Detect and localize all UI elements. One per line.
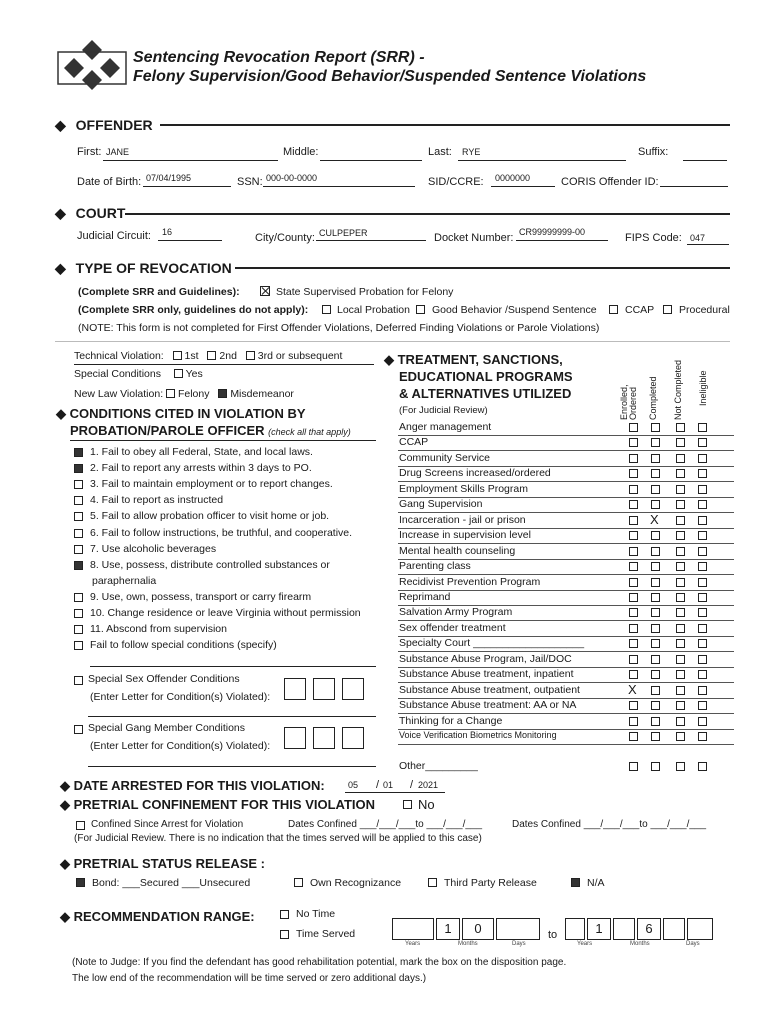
condition-checkbox[interactable]	[74, 529, 83, 538]
treatment-checkbox[interactable]	[698, 423, 707, 432]
complete-srr-label: (Complete SRR and Guidelines):	[78, 286, 240, 298]
fips-field[interactable]: 047	[690, 233, 706, 243]
na-label: N/A	[587, 877, 605, 889]
treatment-checkbox[interactable]	[629, 762, 638, 771]
treatment-checkbox[interactable]	[629, 608, 638, 617]
condition-label: 4. Fail to report as instructed	[90, 494, 224, 507]
technical-violation-row: Technical Violation: 1st 2nd 3rd or subsequent	[74, 350, 343, 362]
treatment-checkbox[interactable]	[629, 485, 638, 494]
recommendation-heading: ◆ RECOMMENDATION RANGE:	[60, 909, 255, 924]
treatment-checkbox[interactable]	[651, 485, 660, 494]
treatment-row-label: Reprimand	[399, 590, 451, 603]
treatment-row-label: Employment Skills Program	[399, 482, 528, 495]
treatment-row-label: Thinking for a Change	[399, 714, 503, 727]
treatment-heading-3: & ALTERNATIVES UTILIZED	[399, 386, 572, 401]
condition-label: 10. Change residence or leave Virginia without permission	[90, 607, 361, 619]
suffix-label: Suffix:	[638, 146, 669, 158]
treatment-checkbox[interactable]	[629, 531, 638, 540]
treatment-checkbox[interactable]	[651, 547, 660, 556]
treatment-checkbox[interactable]	[698, 438, 707, 447]
treatment-checkbox[interactable]	[698, 762, 707, 771]
treatment-row-label: Gang Supervision	[399, 498, 483, 511]
second-violation-checkbox[interactable]	[207, 351, 216, 360]
docket-field[interactable]: CR99999999-00	[519, 227, 586, 237]
treatment-checkbox[interactable]	[676, 469, 685, 478]
treatment-checkbox[interactable]	[676, 500, 685, 509]
docket-label: Docket Number:	[434, 232, 514, 244]
treatment-row-label: Salvation Army Program	[399, 606, 513, 619]
time-served-checkbox[interactable]	[280, 930, 289, 939]
ssn-field[interactable]: 000-00-0000	[266, 173, 318, 183]
treatment-checkbox[interactable]	[698, 670, 707, 679]
treatment-checkbox[interactable]	[651, 670, 660, 679]
treatment-checkbox[interactable]	[676, 701, 685, 710]
revocation-note: (NOTE: This form is not completed for First Offender Violations, Deferred Finding Violations or Parole Violations)	[78, 322, 600, 334]
treatment-checkbox[interactable]	[698, 516, 707, 525]
sex-offender-checkbox[interactable]	[74, 676, 83, 685]
treatment-checkbox[interactable]	[676, 454, 685, 463]
conditions-heading-2: PROBATION/PAROLE OFFICER (check all that apply)	[70, 423, 351, 438]
treatment-checkbox[interactable]	[629, 639, 638, 648]
treatment-checkbox[interactable]	[698, 608, 707, 617]
treatment-checkbox[interactable]	[698, 500, 707, 509]
own-recognizance-checkbox[interactable]	[294, 878, 303, 887]
condition-label: 6. Fail to follow instructions, be truthful, and cooperative.	[90, 526, 353, 539]
treatment-row-label: Community Service	[399, 451, 491, 464]
no-time-checkbox[interactable]	[280, 910, 289, 919]
treatment-checkbox[interactable]	[651, 717, 660, 726]
treatment-checkbox[interactable]	[629, 655, 638, 664]
treatment-row-label: Drug Screens increased/ordered	[399, 467, 551, 480]
new-law-row: New Law Violation: Felony Misdemeanor	[74, 388, 294, 400]
judicial-review-label: (For Judicial Review)	[399, 405, 488, 416]
treatment-checkbox[interactable]	[651, 500, 660, 509]
treatment-checkbox[interactable]	[676, 655, 685, 664]
gang-letter-box-1[interactable]	[284, 727, 306, 749]
city-field[interactable]: CULPEPER	[319, 228, 368, 238]
treatment-checkbox[interactable]	[629, 423, 638, 432]
condition-checkbox[interactable]	[74, 561, 83, 570]
treatment-checkbox[interactable]	[698, 655, 707, 664]
treatment-checkbox[interactable]	[651, 578, 660, 587]
gang-enter: (Enter Letter for Condition(s) Violated):	[90, 740, 271, 752]
good-behavior-checkbox[interactable]	[416, 305, 425, 314]
low-days-caption: Days	[512, 941, 526, 947]
condition-label: paraphernalia	[92, 574, 157, 587]
treatment-checkbox[interactable]	[651, 531, 660, 540]
bond-label: Bond: ___Secured ___Unsecured	[92, 877, 251, 889]
treatment-mark[interactable]: X	[628, 681, 637, 697]
middle-name-label: Middle:	[283, 146, 319, 158]
treatment-checkbox[interactable]	[698, 578, 707, 587]
condition-label: 5. Fail to allow probation officer to visit home or job.	[90, 510, 330, 523]
dob-field[interactable]: 07/04/1995	[146, 173, 192, 183]
high-days-1[interactable]: 6	[637, 918, 661, 940]
condition-checkbox[interactable]	[74, 448, 83, 457]
treatment-checkbox[interactable]	[651, 562, 660, 571]
condition-checkbox[interactable]	[74, 464, 83, 473]
high-years-caption: Years	[577, 941, 593, 947]
treatment-checkbox[interactable]	[651, 469, 660, 478]
third-party-checkbox[interactable]	[428, 878, 437, 887]
treatment-checkbox[interactable]	[651, 454, 660, 463]
sex-letter-box-2[interactable]	[313, 678, 335, 700]
felony-checkbox[interactable]	[166, 389, 175, 398]
low-years-box[interactable]	[392, 918, 434, 940]
gang-letter-box-3[interactable]	[342, 727, 364, 749]
condition-label: 7. Use alcoholic beverages	[90, 542, 217, 555]
misdemeanor-checkbox[interactable]	[218, 389, 227, 398]
high-days-2[interactable]	[663, 918, 685, 940]
treatment-row-label: Substance Abuse treatment, outpatient	[399, 683, 580, 696]
own-recognizance-label: Own Recognizance	[310, 877, 402, 889]
diamond-logo	[52, 38, 132, 92]
treatment-checkbox[interactable]	[698, 593, 707, 602]
treatment-checkbox[interactable]	[698, 639, 707, 648]
treatment-checkbox[interactable]	[651, 762, 660, 771]
treatment-checkbox[interactable]	[676, 547, 685, 556]
sid-label: SID/CCRE:	[428, 176, 484, 188]
treatment-checkbox[interactable]	[651, 624, 660, 633]
gang-checkbox[interactable]	[74, 725, 83, 734]
special-yes-checkbox[interactable]	[174, 369, 183, 378]
coris-label: CORIS Offender ID:	[561, 176, 659, 188]
judge-note-1: (Note to Judge: If you find the defendant has good rehabilitation potential, mark the box on the disposition page.	[72, 957, 567, 968]
treatment-row-label: Specialty Court ___________________	[399, 637, 585, 650]
special-conditions-row: Special Conditions Yes	[74, 368, 203, 380]
condition-label: 11. Abscond from supervision	[90, 623, 227, 636]
treatment-checkbox[interactable]	[629, 454, 638, 463]
treatment-checkbox[interactable]	[676, 423, 685, 432]
form-title-line2: Felony Supervision/Good Behavior/Suspended Sentence Violations	[133, 68, 647, 85]
treatment-checkbox[interactable]	[629, 670, 638, 679]
treatment-row-label: Incarceration - jail or prison	[399, 513, 526, 526]
treatment-checkbox[interactable]	[676, 593, 685, 602]
treatment-checkbox[interactable]	[676, 686, 685, 695]
procedural-label: Procedural	[679, 304, 730, 316]
state-probation-label: State Supervised Probation for Felony	[276, 286, 454, 298]
condition-label: 9. Use, own, possess, transport or carry firearm	[90, 590, 312, 603]
state-probation-checkbox[interactable]	[260, 286, 270, 296]
condition-checkbox[interactable]	[74, 496, 83, 505]
treatment-checkbox[interactable]	[676, 485, 685, 494]
treatment-checkbox[interactable]	[698, 531, 707, 540]
treatment-checkbox[interactable]	[629, 562, 638, 571]
condition-checkbox[interactable]	[74, 593, 83, 602]
high-months-caption: Months	[630, 941, 650, 947]
sex-offender-enter: (Enter Letter for Condition(s) Violated):	[90, 691, 271, 703]
city-label: City/County:	[255, 232, 315, 244]
low-months-2[interactable]: 0	[462, 918, 494, 940]
treatment-row-divider	[398, 744, 734, 745]
treatment-checkbox[interactable]	[698, 469, 707, 478]
col-completed: Completed	[648, 376, 658, 420]
condition-label: 8. Use, possess, distribute controlled substances or	[90, 558, 330, 571]
condition-checkbox[interactable]	[74, 641, 83, 650]
complete-srr-only-label: (Complete SRR only, guidelines do not apply):	[78, 304, 309, 316]
dates-confined-1[interactable]: Dates Confined ___/___/___to ___/___/___	[288, 819, 483, 830]
treatment-checkbox[interactable]	[629, 624, 638, 633]
treatment-checkbox[interactable]	[651, 423, 660, 432]
treatment-checkbox[interactable]	[629, 516, 638, 525]
first-name-label: First:	[77, 146, 102, 158]
treatment-heading-1: ◆ TREATMENT, SANCTIONS,	[384, 352, 563, 367]
condition-checkbox[interactable]	[74, 625, 83, 634]
treatment-checkbox[interactable]	[698, 701, 707, 710]
first-name-field[interactable]: JANE	[106, 147, 130, 157]
treatment-checkbox[interactable]	[676, 762, 685, 771]
condition-label: 2. Fail to report any arrests within 3 days to PO.	[90, 462, 312, 475]
gang-letter-box-2[interactable]	[313, 727, 335, 749]
treatment-checkbox[interactable]	[629, 469, 638, 478]
revocation-section-heading: ◆ TYPE OF REVOCATION	[55, 260, 232, 276]
sid-field[interactable]: 0000000	[495, 173, 531, 183]
treatment-row-label: Substance Abuse treatment: AA or NA	[399, 699, 577, 712]
treatment-checkbox[interactable]	[698, 454, 707, 463]
treatment-checkbox[interactable]	[676, 608, 685, 617]
dob-label: Date of Birth:	[77, 176, 142, 188]
treatment-checkbox[interactable]	[629, 500, 638, 509]
low-months-caption: Months	[458, 941, 478, 947]
last-name-field[interactable]: RYE	[462, 147, 481, 157]
treatment-checkbox[interactable]	[676, 717, 685, 726]
treatment-heading-2: EDUCATIONAL PROGRAMS	[399, 369, 573, 384]
high-years-box[interactable]	[565, 918, 585, 940]
third-party-label: Third Party Release	[444, 877, 537, 889]
low-years-caption: Years	[405, 941, 421, 947]
sex-offender-label: Special Sex Offender Conditions	[88, 673, 240, 685]
to-label: to	[548, 929, 558, 941]
low-months-1[interactable]: 1	[436, 918, 460, 940]
high-days-caption: Days	[686, 941, 700, 947]
ssn-label: SSN:	[237, 176, 263, 188]
treatment-checkbox[interactable]	[629, 717, 638, 726]
treatment-checkbox[interactable]	[651, 686, 660, 695]
judicial-review-note: (For Judicial Review. There is no indication that the times served will be applied to this case)	[74, 833, 482, 844]
treatment-checkbox[interactable]	[676, 531, 685, 540]
high-months-1[interactable]: 1	[587, 918, 611, 940]
arrest-year[interactable]: 2021	[418, 780, 439, 790]
condition-label: 1. Fail to obey all Federal, State, and local laws.	[90, 446, 313, 458]
no-time-label: No Time	[296, 908, 336, 920]
treatment-row-label: Substance Abuse treatment, inpatient	[399, 668, 574, 681]
treatment-checkbox[interactable]	[629, 438, 638, 447]
treatment-checkbox[interactable]	[676, 670, 685, 679]
treatment-checkbox[interactable]	[698, 485, 707, 494]
treatment-checkbox[interactable]	[629, 578, 638, 587]
col-ineligible: Ineligible	[698, 370, 708, 406]
treatment-checkbox[interactable]	[676, 732, 685, 741]
pretrial-confinement-label: ◆ PRETRIAL CONFINEMENT FOR THIS VIOLATION	[60, 797, 376, 812]
treatment-checkbox[interactable]	[629, 547, 638, 556]
good-behavior-label: Good Behavior /Suspend Sentence	[432, 304, 597, 316]
treatment-checkbox[interactable]	[676, 578, 685, 587]
first-violation-checkbox[interactable]	[173, 351, 182, 360]
treatment-checkbox[interactable]	[629, 701, 638, 710]
bond-checkbox[interactable]	[76, 878, 85, 887]
treatment-checkbox[interactable]	[698, 562, 707, 571]
condition-checkbox[interactable]	[74, 545, 83, 554]
treatment-checkbox[interactable]	[651, 732, 660, 741]
condition-checkbox[interactable]	[74, 480, 83, 489]
treatment-row-label: Mental health counseling	[399, 544, 516, 557]
gang-label: Special Gang Member Conditions	[88, 722, 245, 734]
col-enrolled: Enrolled, Ordered	[619, 384, 638, 420]
treatment-checkbox[interactable]	[698, 624, 707, 633]
arrest-month[interactable]: 05	[348, 780, 359, 790]
low-days-box[interactable]	[496, 918, 540, 940]
high-days-3[interactable]	[687, 918, 713, 940]
treatment-checkbox[interactable]	[676, 624, 685, 633]
treatment-checkbox[interactable]	[651, 593, 660, 602]
confinement-no-label: No	[418, 797, 435, 812]
local-probation-label: Local Probation	[337, 304, 410, 316]
treatment-checkbox[interactable]	[698, 732, 707, 741]
confined-since-label: Confined Since Arrest for Violation	[91, 819, 244, 830]
treatment-row-label: Other_________	[399, 760, 478, 772]
treatment-checkbox[interactable]	[698, 717, 707, 726]
condition-checkbox[interactable]	[74, 609, 83, 618]
treatment-row-label: Increase in supervision level	[399, 529, 531, 542]
treatment-row-label: Substance Abuse Program, Jail/DOC	[399, 652, 572, 665]
date-arrested-label: ◆ DATE ARRESTED FOR THIS VIOLATION:	[60, 778, 325, 793]
conditions-heading-1: ◆ CONDITIONS CITED IN VIOLATION BY	[56, 406, 306, 421]
procedural-checkbox[interactable]	[663, 305, 672, 314]
treatment-row-label: CCAP	[399, 436, 429, 449]
ccap-checkbox[interactable]	[609, 305, 618, 314]
circuit-field[interactable]: 16	[162, 227, 173, 237]
confinement-no-checkbox[interactable]	[403, 800, 412, 809]
local-probation-checkbox[interactable]	[322, 305, 331, 314]
ccap-label: CCAP	[625, 304, 655, 316]
offender-section-heading: ◆ OFFENDER	[55, 117, 153, 133]
treatment-checkbox[interactable]	[698, 547, 707, 556]
treatment-checkbox[interactable]	[651, 655, 660, 664]
circuit-label: Judicial Circuit:	[77, 230, 151, 242]
na-checkbox[interactable]	[571, 878, 580, 887]
treatment-row-label: Sex offender treatment	[399, 621, 506, 634]
treatment-checkbox[interactable]	[676, 516, 685, 525]
third-violation-checkbox[interactable]	[246, 351, 255, 360]
treatment-row-label: Parenting class	[399, 560, 471, 573]
treatment-row-divider	[398, 435, 734, 436]
condition-label: Fail to follow special conditions (specify)	[90, 639, 277, 652]
treatment-checkbox[interactable]	[629, 732, 638, 741]
treatment-row-label: Voice Verification Biometrics Monitoring	[399, 730, 557, 740]
treatment-checkbox[interactable]	[676, 639, 685, 648]
sex-letter-box-1[interactable]	[284, 678, 306, 700]
dates-confined-2[interactable]: Dates Confined ___/___/___to ___/___/___	[512, 819, 707, 830]
treatment-checkbox[interactable]	[676, 438, 685, 447]
fips-label: FIPS Code:	[625, 232, 682, 244]
confined-since-checkbox[interactable]	[76, 821, 85, 830]
treatment-checkbox[interactable]	[651, 701, 660, 710]
col-not-completed: Not Completed	[673, 359, 683, 420]
last-name-label: Last:	[428, 146, 452, 158]
condition-label: 3. Fail to maintain employment or to report changes.	[90, 478, 333, 491]
treatment-checkbox[interactable]	[698, 686, 707, 695]
sex-letter-box-3[interactable]	[342, 678, 364, 700]
treatment-checkbox[interactable]	[676, 562, 685, 571]
pretrial-release-heading: ◆ PRETRIAL STATUS RELEASE :	[60, 856, 266, 871]
treatment-checkbox[interactable]	[651, 639, 660, 648]
time-served-label: Time Served	[296, 928, 356, 940]
arrest-day[interactable]: 01	[383, 780, 394, 790]
court-section-heading: ◆ COURT	[55, 205, 126, 221]
high-months-2[interactable]	[613, 918, 635, 940]
treatment-row-label: Anger management	[399, 421, 492, 433]
form-title-line1: Sentencing Revocation Report (SRR) -	[133, 49, 425, 66]
treatment-row-label: Recidivist Prevention Program	[399, 575, 541, 588]
judge-note-2: The low end of the recommendation will be time served or zero additional days.)	[72, 973, 427, 984]
treatment-checkbox[interactable]	[629, 593, 638, 602]
treatment-checkbox[interactable]	[651, 608, 660, 617]
treatment-mark[interactable]: X	[650, 511, 659, 527]
condition-checkbox[interactable]	[74, 512, 83, 521]
treatment-checkbox[interactable]	[651, 438, 660, 447]
